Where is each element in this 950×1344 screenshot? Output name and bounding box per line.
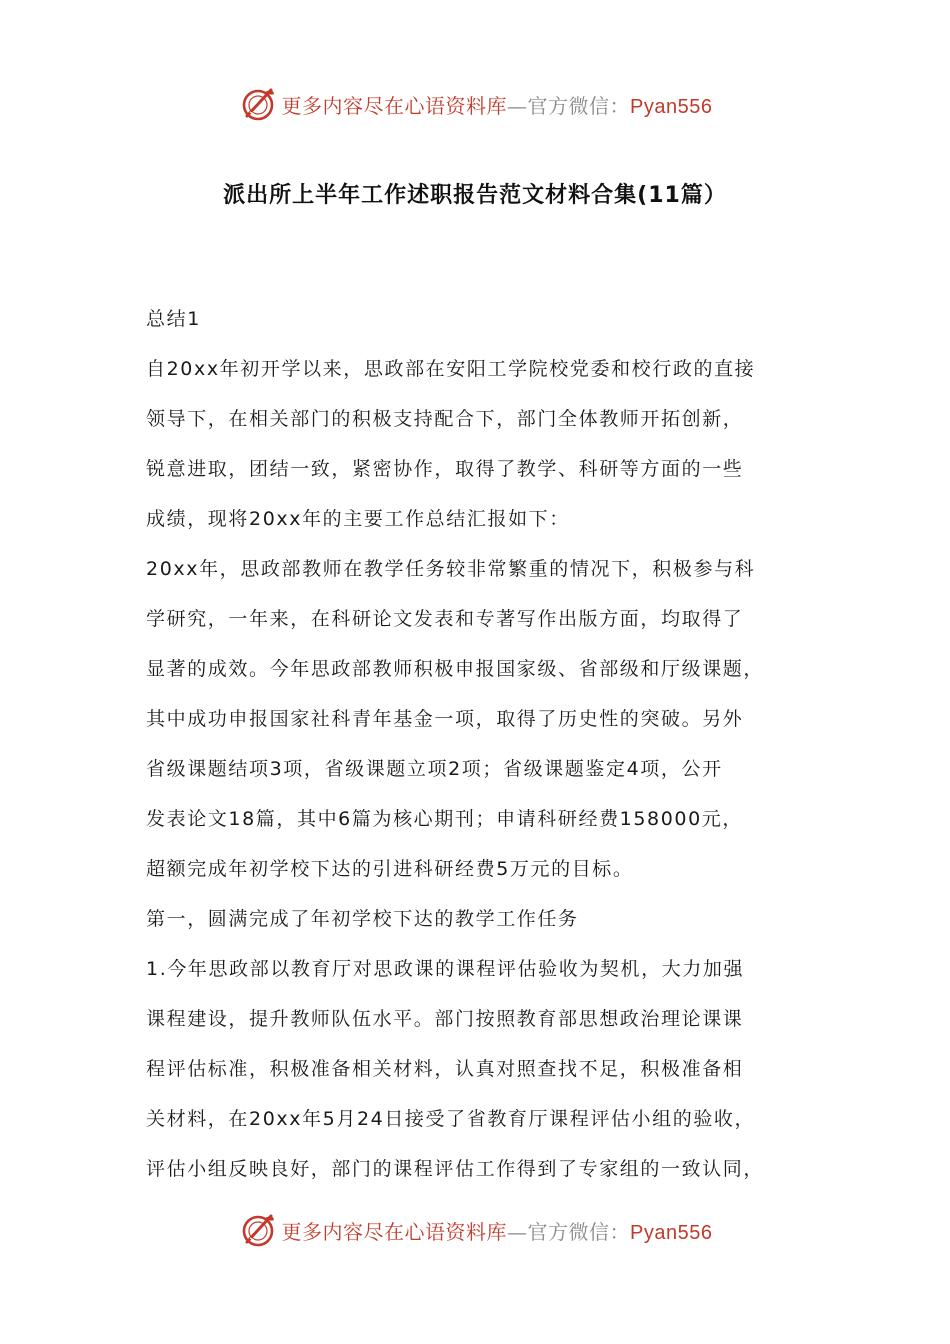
banner-text	[282, 90, 713, 119]
banner-site-name: 更多内容尽在心语资料库	[281, 1219, 508, 1244]
section-heading: 总结1	[146, 308, 201, 330]
quill-seal-logo-icon	[238, 1210, 278, 1250]
body-line: 领导下，在相关部门的积极支持配合下，部门全体教师开拓创新，	[146, 408, 744, 430]
body-line: 关材料，在20xx年5月24日接受了省教育厅课程评估小组的验收，	[146, 1108, 756, 1130]
body-line: 省级课题结项3项，省级课题立项2项；省级课题鉴定4项，公开	[146, 758, 723, 780]
body-line: 显著的成效。今年思政部教师积极申报国家级、省部级和厅级课题，	[146, 658, 765, 680]
banner-site-name: 更多内容尽在心语资料库	[281, 93, 508, 118]
banner-wechat-label: —官方微信：	[507, 93, 631, 118]
banner-wechat-id: Pyan556	[630, 95, 713, 118]
banner-wechat-id: Pyan556	[630, 1221, 713, 1244]
body-line: 课程建设，提升教师队伍水平。部门按照教育部思想政治理论课课	[146, 1008, 744, 1030]
header-banner	[0, 82, 950, 126]
footer-banner	[0, 1208, 950, 1252]
body-line: 成绩，现将20xx年的主要工作总结汇报如下：	[146, 508, 570, 530]
body-line: 自20xx年初开学以来，思政部在安阳工学院校党委和校行政的直接	[146, 358, 756, 380]
document-body	[146, 294, 826, 1194]
body-line: 程评估标准，积极准备相关材料，认真对照查找不足，积极准备相	[146, 1058, 744, 1080]
body-line: 1.今年思政部以教育厅对思政课的课程评估验收为契机，大力加强	[146, 958, 745, 980]
body-line: 学研究，一年来，在科研论文发表和专著写作出版方面，均取得了	[146, 608, 744, 630]
document-title: 派出所上半年工作述职报告范文材料合集(11篇）	[223, 183, 727, 208]
banner-text	[282, 1216, 713, 1245]
body-line: 锐意进取，团结一致，紧密协作，取得了教学、科研等方面的一些	[146, 458, 744, 480]
body-line: 评估小组反映良好，部门的课程评估工作得到了专家组的一致认同，	[146, 1158, 765, 1180]
subsection-heading: 第一，圆满完成了年初学校下达的教学工作任务	[146, 908, 579, 930]
body-line: 20xx年，思政部教师在教学任务较非常繁重的情况下，积极参与科	[146, 558, 756, 580]
quill-seal-logo-icon	[238, 84, 278, 124]
body-line: 发表论文18篇，其中6篇为核心期刊；申请科研经费158000元，	[146, 808, 743, 830]
body-line: 其中成功申报国家社科青年基金一项，取得了历史性的突破。另外	[146, 708, 744, 730]
banner-wechat-label: —官方微信：	[507, 1219, 631, 1244]
body-line: 超额完成年初学校下达的引进科研经费5万元的目标。	[146, 858, 634, 880]
